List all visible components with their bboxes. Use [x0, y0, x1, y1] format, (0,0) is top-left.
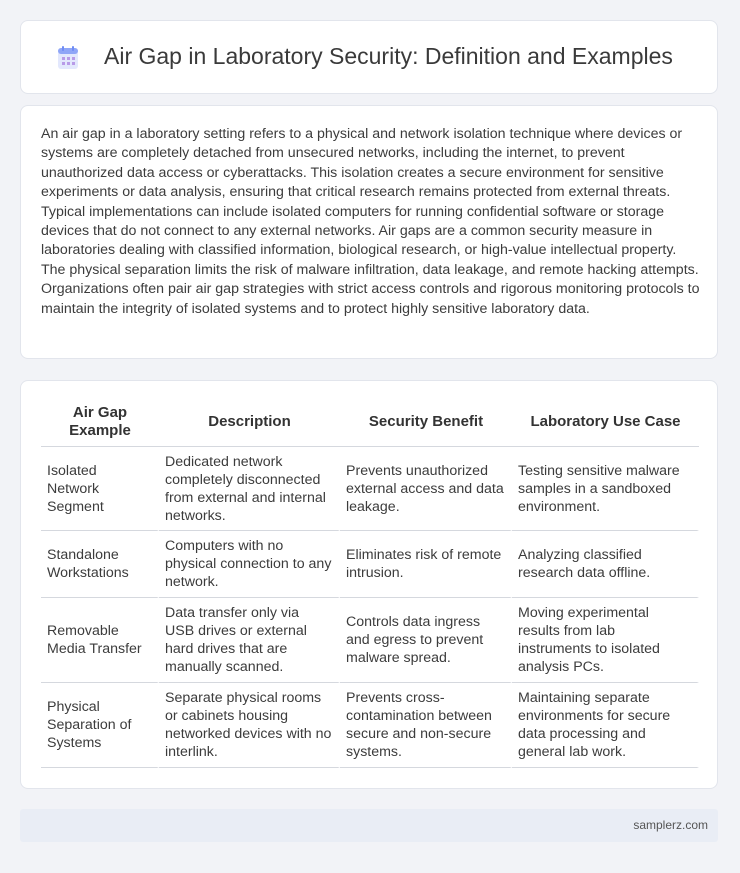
- title-card: [20, 20, 718, 94]
- table-cell: Eliminates risk of remote intrusion.: [340, 531, 512, 598]
- column-header: Laboratory Use Case: [512, 397, 699, 447]
- intro-paragraph: An air gap in a laboratory setting refers to a physical and network isolation technique where devices or systems are completely detached from unsecured networks, including the internet, to prevent unauthorized data access or cyberattacks. This isolation creates a secure environment for sensitive experiments or data analysis, ensuring that critical research remains protected from external threats. Typical implementations can include isolated computers for running confidential software or storage devices that do not connect to any external networks. Air gaps are a common security measure in laboratories dealing with classified information, biological research, or high-value intellectual property. The physical separation limits the risk of malware infiltration, data leakage, and remote hacking attempts. Organizations often pair air gap strategies with strict access controls and rigorous monitoring protocols to maintain the integrity of isolated systems and to protect highly sensitive laboratory data.: [41, 126, 700, 317]
- table-cell: Prevents cross-contamination between secure and non-secure systems.: [340, 683, 512, 768]
- table-row: [41, 598, 699, 683]
- column-header: Air Gap Example: [41, 397, 159, 447]
- table-cell: Controls data ingress and egress to prevent malware spread.: [340, 598, 512, 683]
- table-header-row: [41, 397, 699, 447]
- table-cell: Moving experimental results from lab instruments to isolated analysis PCs.: [512, 598, 699, 683]
- table-cell: Separate physical rooms or cabinets housing networked devices with no interlink.: [159, 683, 340, 768]
- table-cell: Testing sensitive malware samples in a sandboxed environment.: [512, 447, 699, 531]
- column-header: Description: [159, 397, 340, 447]
- table-cell: Isolated Network Segment: [41, 447, 159, 531]
- footer-bar: [20, 809, 718, 842]
- intro-card: [20, 105, 718, 359]
- page-title: Air Gap in Laboratory Security: Definition and Examples: [104, 43, 673, 69]
- table-cell: Removable Media Transfer: [41, 598, 159, 683]
- air-gap-table: [41, 397, 699, 768]
- table-cell: Prevents unauthorized external access and data leakage.: [340, 447, 512, 531]
- table-cell: Analyzing classified research data offline.: [512, 531, 699, 598]
- table-cell: Data transfer only via USB drives or external hard drives that are manually scanned.: [159, 598, 340, 683]
- column-header: Security Benefit: [340, 397, 512, 447]
- calendar-grid-icon: [57, 46, 79, 70]
- table-row: [41, 683, 699, 768]
- table-cell: Dedicated network completely disconnected from external and internal networks.: [159, 447, 340, 531]
- table-cell: Computers with no physical connection to any network.: [159, 531, 340, 598]
- table-cell: Maintaining separate environments for secure data processing and general lab work.: [512, 683, 699, 768]
- table-cell: Physical Separation of Systems: [41, 683, 159, 768]
- table-card: [20, 380, 718, 789]
- table-row: [41, 447, 699, 531]
- footer-site-link[interactable]: samplerz.com: [633, 818, 708, 832]
- table-row: [41, 531, 699, 598]
- table-cell: Standalone Workstations: [41, 531, 159, 598]
